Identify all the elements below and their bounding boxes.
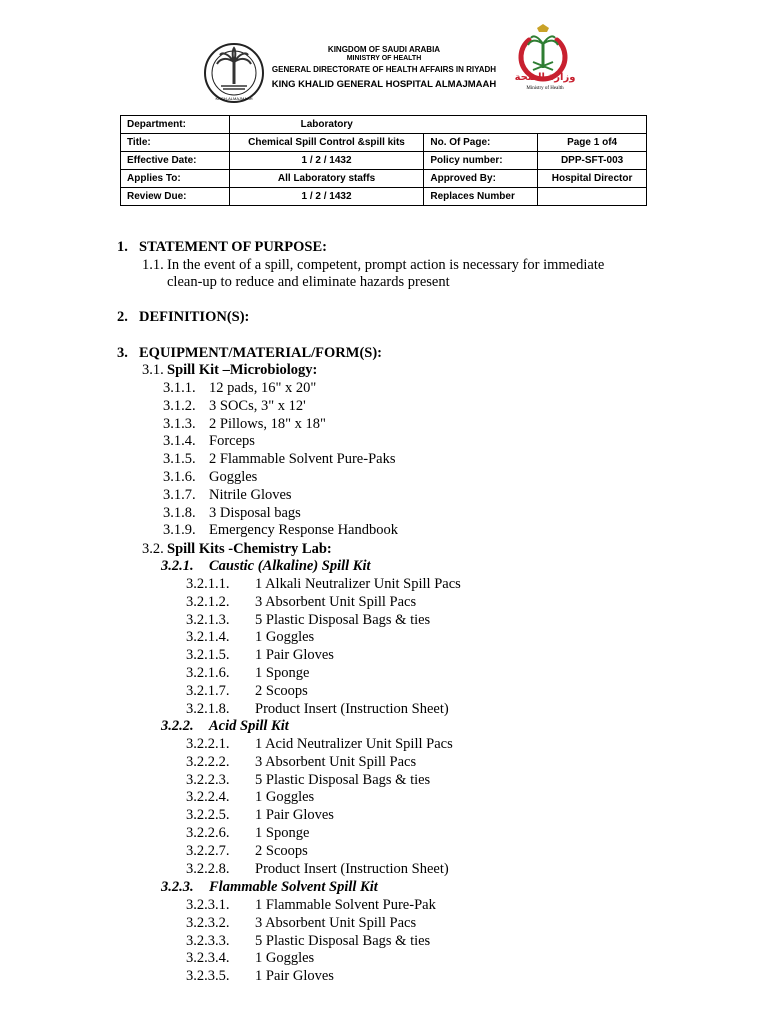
table-row <box>121 152 647 170</box>
list-item-number: 3.2.1.4. <box>186 629 230 646</box>
list-item-text: 2 Scoops <box>255 682 308 699</box>
section-1-1-text-cont: clean-up to reduce and eliminate hazards present <box>167 274 450 290</box>
section-3-number: 3. <box>117 345 128 361</box>
list-item-text: 3 Disposal bags <box>209 504 301 521</box>
list-item-number: 3.2.1.3. <box>186 611 230 628</box>
list-item-number: 3.1.6. <box>163 469 196 485</box>
applies-value: All Laboratory staffs <box>229 170 424 188</box>
section-3-2-title: Spill Kits -Chemistry Lab: <box>167 541 332 557</box>
title-value: Chemical Spill Control &spill kits <box>229 134 424 152</box>
list-item-text: 1 Acid Neutralizer Unit Spill Pacs <box>255 736 453 752</box>
list-item-text: 2 Pillows, 18" x 18" <box>209 415 326 432</box>
moh-logo-english: Ministry of Health <box>526 86 564 91</box>
list-item-text: 3 SOCs, 3" x 12' <box>209 397 306 414</box>
list-item-text: Product Insert (Instruction Sheet) <box>255 860 449 877</box>
list-item-number: 3.2.3.5. <box>186 968 230 985</box>
list-item-text: 5 Plastic Disposal Bags & ties <box>255 771 431 788</box>
list-item-text: Forceps <box>209 433 255 450</box>
department-value: Laboratory <box>229 116 424 134</box>
list-item-text: Product Insert (Instruction Sheet) <box>255 700 449 717</box>
section-3-2-2-title: Acid Spill Kit <box>209 718 289 734</box>
list-item-text: 3 Absorbent Unit Spill Pacs <box>255 914 417 931</box>
list-item-number: 3.1.5. <box>163 451 196 468</box>
list-item-number: 3.1.8. <box>163 504 196 521</box>
list-item-text: 12 pads, 16" x 20" <box>209 380 317 396</box>
section-3-2-3-title: Flammable Solvent Spill Kit <box>209 879 378 895</box>
section-2-title: DEFINITION(S): <box>139 309 250 325</box>
approved-value: Hospital Director <box>538 170 647 188</box>
blank-cell <box>424 116 538 134</box>
list-item-number: 3.2.1.6. <box>186 665 230 681</box>
list-item-number: 3.2.3.4. <box>186 950 230 967</box>
list-item-number: 3.1.4. <box>163 433 196 450</box>
list-item-number: 3.2.3.1. <box>186 897 230 913</box>
list-item-number: 3.2.3.2. <box>186 914 230 931</box>
list-item-text: 1 Sponge <box>255 665 310 681</box>
list-item-text: 1 Alkali Neutralizer Unit Spill Pacs <box>255 576 461 592</box>
list-item-number: 3.2.1.1. <box>186 576 230 592</box>
replaces-value <box>538 188 647 206</box>
moh-logo-arabic: وزارة الصحة <box>514 72 576 83</box>
section-3-2-2-number: 3.2.2. <box>161 718 194 734</box>
list-item-text: 3 Absorbent Unit Spill Pacs <box>255 593 417 610</box>
list-item-number: 3.1.9. <box>163 522 196 539</box>
replaces-label: Replaces Number <box>424 188 538 206</box>
policy-label: Policy number: <box>424 152 538 170</box>
header-hospital: KING KHALID GENERAL HOSPITAL ALMAJMAAH <box>271 79 497 90</box>
section-1-1-text: In the event of a spill, competent, prompt action is necessary for immediate <box>167 257 605 273</box>
list-item-number: 3.2.2.5. <box>186 807 230 824</box>
blank-cell <box>538 116 647 134</box>
list-item-text: Nitrile Gloves <box>209 486 292 503</box>
table-row <box>121 188 647 206</box>
table-row <box>121 134 647 152</box>
title-label: Title: <box>121 134 230 152</box>
list-item-number: 3.1.2. <box>163 397 196 414</box>
hospital-logo-caption: KKGH-ALMAJMAAH <box>215 96 253 101</box>
pages-label: No. Of Page: <box>424 134 538 152</box>
applies-label: Applies To: <box>121 170 230 188</box>
section-3-title: EQUIPMENT/MATERIAL/FORM(S): <box>139 345 383 361</box>
list-item-text: 1 Pair Gloves <box>255 647 334 664</box>
header-ministry: MINISTRY OF HEALTH <box>346 55 422 62</box>
list-item-number: 3.2.1.7. <box>186 682 230 699</box>
list-item-number: 3.2.2.3. <box>186 771 230 788</box>
pages-value: Page 1 of4 <box>538 134 647 152</box>
review-label: Review Due: <box>121 188 230 206</box>
list-item-number: 3.2.2.2. <box>186 753 230 770</box>
table-row <box>121 116 647 134</box>
list-item-number: 3.2.1.5. <box>186 647 230 664</box>
list-item-number: 3.2.2.7. <box>186 842 230 859</box>
list-item-text: 1 Pair Gloves <box>255 807 334 824</box>
list-item-text: 2 Flammable Solvent Pure-Paks <box>209 451 396 468</box>
list-item-text: 1 Pair Gloves <box>255 968 334 985</box>
section-1-title: STATEMENT OF PURPOSE: <box>139 239 327 255</box>
section-3-1-title: Spill Kit –Microbiology: <box>167 362 318 378</box>
list-item-text: 2 Scoops <box>255 842 308 859</box>
list-item-text: Emergency Response Handbook <box>209 522 398 539</box>
section-3-2-1-number: 3.2.1. <box>161 558 194 574</box>
section-1-number: 1. <box>117 239 128 255</box>
section-3-1-number: 3.1. <box>142 362 164 378</box>
document-control-table <box>120 115 647 206</box>
list-item-number: 3.2.2.1. <box>186 736 230 752</box>
section-3-2-1-title: Caustic (Alkaline) Spill Kit <box>209 558 371 574</box>
list-item-number: 3.2.1.8. <box>186 700 230 717</box>
list-item-text: Goggles <box>209 469 258 485</box>
list-item-text: 5 Plastic Disposal Bags & ties <box>255 932 431 949</box>
list-item-text: 1 Flammable Solvent Pure-Pak <box>255 897 436 913</box>
header-kingdom: KINGDOM OF SAUDI ARABIA <box>327 45 441 54</box>
section-1-1-number: 1.1. <box>142 257 164 273</box>
list-item-text: 1 Goggles <box>255 789 315 806</box>
list-item-text: 5 Plastic Disposal Bags & ties <box>255 611 431 628</box>
list-item-number: 3.2.2.4. <box>186 789 230 806</box>
department-label: Department: <box>121 116 230 134</box>
effective-value: 1 / 2 / 1432 <box>229 152 424 170</box>
list-item-text: 1 Goggles <box>255 950 315 967</box>
section-2-number: 2. <box>117 309 128 325</box>
list-item-number: 3.1.1. <box>163 380 196 396</box>
review-value: 1 / 2 / 1432 <box>229 188 424 206</box>
effective-label: Effective Date: <box>121 152 230 170</box>
policy-value: DPP-SFT-003 <box>538 152 647 170</box>
table-row <box>121 170 647 188</box>
list-item-number: 3.2.3.3. <box>186 932 230 949</box>
header-directorate: GENERAL DIRECTORATE OF HEALTH AFFAIRS IN RIYADH <box>271 65 497 74</box>
section-3-2-number: 3.2. <box>142 541 164 557</box>
list-item-number: 3.1.7. <box>163 486 196 503</box>
list-item-text: 1 Sponge <box>255 825 310 841</box>
list-item-text: 3 Absorbent Unit Spill Pacs <box>255 753 417 770</box>
list-item-number: 3.2.1.2. <box>186 593 230 610</box>
list-item-number: 3.2.2.6. <box>186 825 230 841</box>
approved-label: Approved By: <box>424 170 538 188</box>
list-item-number: 3.2.2.8. <box>186 860 230 877</box>
section-3-2-3-number: 3.2.3. <box>161 879 194 895</box>
list-item-text: 1 Goggles <box>255 629 315 646</box>
list-item-number: 3.1.3. <box>163 415 196 432</box>
